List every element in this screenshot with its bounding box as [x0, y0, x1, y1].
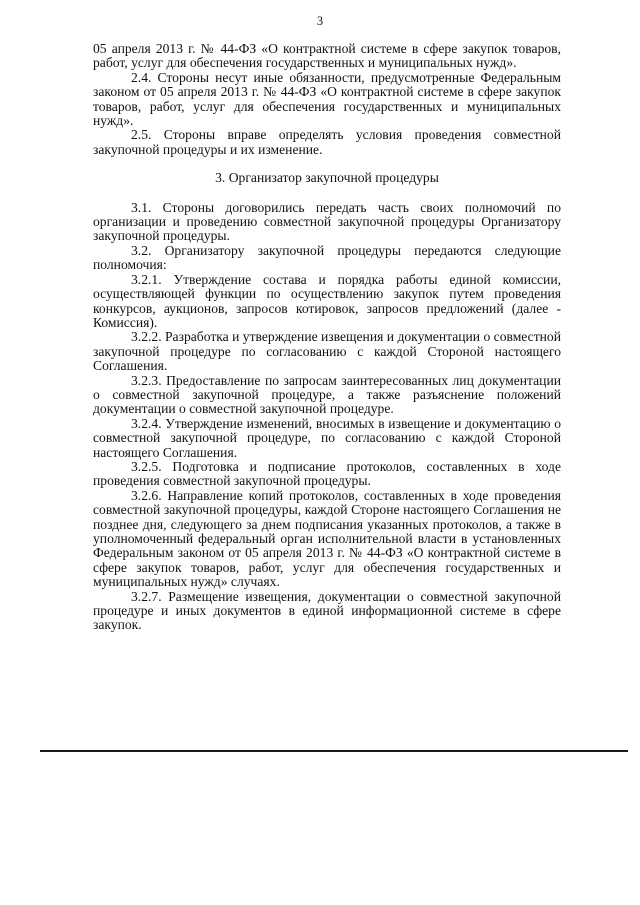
section-heading: 3. Организатор закупочной процедуры	[215, 170, 439, 186]
paragraph-3-2-1: 3.2.1. Утверждение состава и порядка работы единой комиссии, осуществляющей функции по осуществлению закупок путем проведения конкурсов, аукционов, запросов котировок, запросов предложений (далее - Комиссия).	[93, 271, 561, 330]
paragraph-continuation: 05 апреля 2013 г. № 44-ФЗ «О контрактной системе в сфере закупок товаров, работ, услуг для обеспечения государственных и муниципальных нужд».	[93, 41, 561, 71]
paragraph-3-2-5: 3.2.5. Подготовка и подписание протоколов, составленных в ходе проведения совместной закупочной процедуры.	[93, 458, 561, 489]
paragraph-3-1: 3.1. Стороны договорились передать часть своих полномочий по организации и проведению совместной закупочной процедуры Организатору закупочной процедуры.	[93, 199, 561, 244]
document-body	[93, 42, 561, 633]
paragraph-2-5: 2.5. Стороны вправе определять условия проведения совместной закупочной процедуры и их изменение.	[93, 127, 561, 157]
paragraph-3-2-3: 3.2.3. Предоставление по запросам заинтересованных лиц документации о совместной закупочной процедуре, а также разъяснение положений документации о совместной закупочной процедуре.	[93, 372, 561, 417]
paragraph-3-2-6: 3.2.6. Направление копий протоколов, составленных в ходе проведения совместной закупочной процедуры, каждой Стороне настоящего Соглашения не позднее дня, следующего за днем подписания указанных протоколов, а также в уполномоченный федеральный орган исполнительной власти в установленных Федеральным законом от 05 апреля 2013 г. № 44-ФЗ «О контрактной системе в сфере закупок товаров, работ, услуг для обеспечения государственных и муниципальных нужд» случаях.	[93, 487, 561, 590]
paragraph-3-2-4: 3.2.4. Утверждение изменений, вносимых в извещение и документацию о совместной закупочной процедуре, по согласованию с каждой Стороной настоящего Соглашения.	[93, 415, 561, 460]
paragraph-3-2-7: 3.2.7. Размещение извещения, документации о совместной закупочной процедуре и иных документов в единой информационной системе в сфере закупок.	[93, 588, 561, 633]
page-number: 3	[316, 14, 324, 28]
paragraph-3-2: 3.2. Организатору закупочной процедуры передаются следующие полномочия:	[93, 242, 561, 273]
paragraph-2-4: 2.4. Стороны несут иные обязанности, предусмотренные Федеральным законом от 05 апреля 2013 г. № 44-ФЗ «О контрактной системе в сфере закупок товаров, работ, услуг для обеспечения государственных и муниципальных нужд».	[93, 69, 561, 129]
paragraph-3-2-2: 3.2.2. Разработка и утверждение извещения и документации о совместной закупочной процедуре по согласованию с каждой Стороной настоящего Соглашения.	[93, 329, 561, 374]
bottom-rule	[40, 750, 628, 752]
